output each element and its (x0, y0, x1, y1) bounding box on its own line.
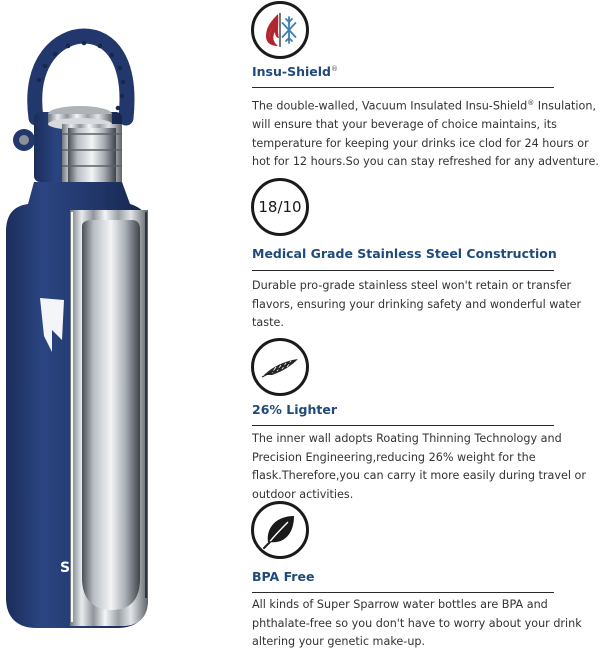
bottle-cutaway-illustration (0, 0, 240, 644)
feature-stainless-steel (248, 178, 600, 329)
divider-line (252, 270, 554, 271)
leaf-icon (251, 501, 309, 559)
insu-shield-registered-mark: ® (330, 64, 338, 73)
feature-bpa-free (248, 501, 600, 648)
feature-lighter (248, 338, 600, 501)
insu-shield-desc-registered-mark: ® (527, 99, 535, 107)
insu-shield-desc-part2: Insulation, will ensure that your beverage of choice maintains, its temperature for keeping your drinks ice clod for 24 hours or hot for 12 hours.So you can stay refreshed for any adventure. (252, 99, 599, 169)
insu-shield-desc-part1: The double-walled, Vacuum Insulated Insu-Shield (252, 99, 528, 113)
feature-desc-insu-shield (252, 94, 600, 172)
steel-grade-icon (251, 178, 309, 236)
feature-title-stainless-steel: Medical Grade Stainless Steel Construction (252, 246, 557, 261)
feature-insu-shield (248, 1, 600, 169)
divider-line (252, 425, 554, 426)
steel-grade-label: 18/10 (258, 198, 302, 216)
bottle-image (0, 0, 240, 644)
feature-desc-bpa-free: All kinds of Super Sparrow water bottles are BPA and phthalate-free so you don't have to worry about your drink altering your genetic make-up. (252, 598, 582, 648)
feature-title-lighter: 26% Lighter (252, 402, 337, 417)
feature-desc-stainless-steel: Durable pro-grade stainless steel won't retain or transfer flavors, ensuring your drinking safety and wonderful water taste. (252, 279, 582, 329)
feature-title-insu-shield (252, 64, 338, 79)
insu-shield-title-text: Insu-Shield (252, 64, 331, 79)
divider-line (252, 592, 554, 593)
feather-icon (251, 338, 309, 396)
fire-snowflake-icon (251, 1, 309, 59)
feature-desc-lighter: The inner wall adopts Roating Thinning Technology and Precision Engineering,reducing 26% weight for the flask.Therefore,you can carry it more easily during travel or outdoor activities. (252, 432, 586, 501)
bottle-brand-text: S (60, 560, 71, 576)
divider-line (252, 87, 554, 88)
feature-title-bpa-free: BPA Free (252, 569, 315, 584)
